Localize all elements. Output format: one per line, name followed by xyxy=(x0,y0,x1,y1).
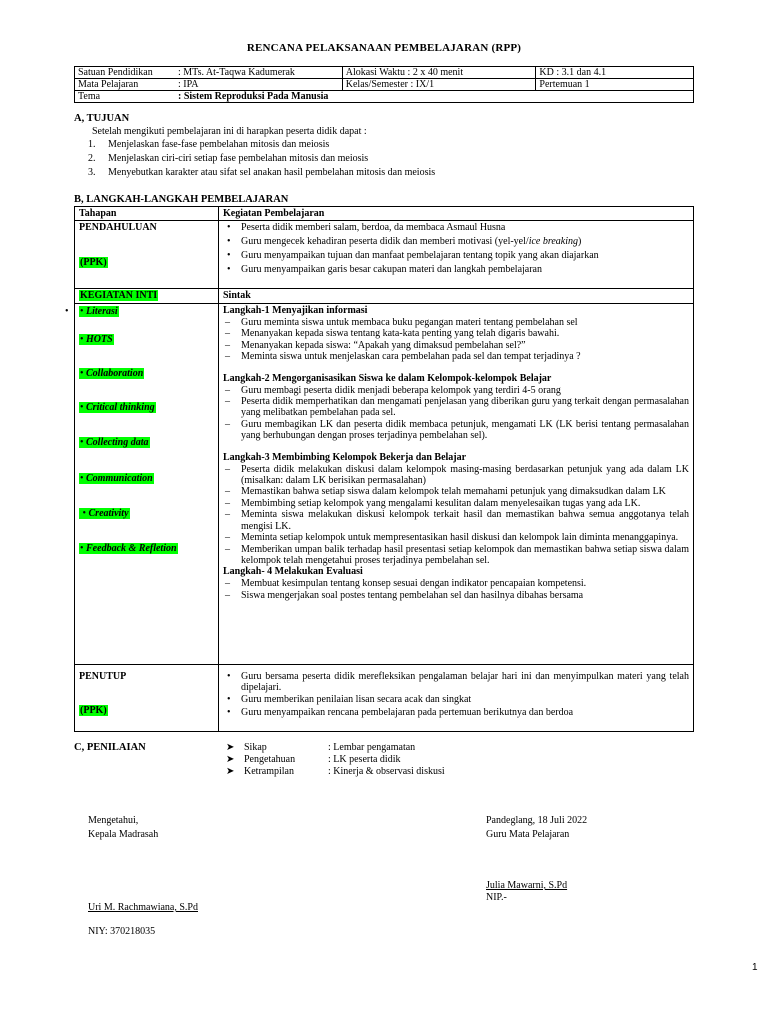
learning-steps-table xyxy=(65,206,694,732)
list-item: • Guru memberikan penilaian lisan secara acak dan singkat xyxy=(223,694,689,706)
penilaian-item: ➤ Sikap : Lembar pengamatan xyxy=(226,742,416,753)
step-3-list xyxy=(223,464,689,567)
pendahuluan-ppk: (PPK) xyxy=(80,257,107,268)
penilaian-item: ➤ Pengetahuan : LK peserta didik xyxy=(226,754,401,765)
kepala-niy: NIY: 370218035 xyxy=(88,926,156,937)
list-item: – Membimbing setiap kelompok yang mengalami kesulitan dalam menyelesaikan tugas yang ada LK. xyxy=(223,498,689,509)
mapel-label: Mata Pelajaran xyxy=(78,79,139,90)
list-item: • Peserta didik memberi salam, berdoa, da membaca Asmaul Husna xyxy=(223,221,689,235)
pendahuluan-row xyxy=(75,221,693,289)
step-1-title: Langkah-1 Menyajikan informasi xyxy=(223,305,368,316)
guru-name: Julia Mawarni, S.Pd xyxy=(486,880,568,891)
list-item: – Siswa mengerjakan soal postes tentang pembelahan sel dan hasilnya dibahas bersama xyxy=(223,590,689,601)
step-3-title: Langkah-3 Membimbing Kelompok Bekerja dan Belajar xyxy=(223,451,467,463)
kelas-cell: Kelas/Semester : IX/1 xyxy=(342,79,536,91)
step-4-list xyxy=(223,578,689,601)
skill-collecting-data: • Collecting data xyxy=(80,437,149,448)
list-item: • Guru menyampaikan tujuan dan manfaat pembelajaran tentang topik yang akan diajarkan xyxy=(223,249,689,263)
list-item: – Memberikan umpan balik terhadap hasil presentasi setiap kelompok dan memastikan bahwa setiap siswa dalam kelompok telah mengetahui proses terjadinya pembelahan sel. xyxy=(223,544,689,567)
list-item: – Peserta didik memperhatikan dan mengamati penjelasan yang diberikan guru yang terkait dengan permasalahan yang melibatkan pembelahan pada sel. xyxy=(223,396,689,419)
table-header-row xyxy=(75,207,693,221)
step-4-title: Langkah- 4 Melakukan Evaluasi xyxy=(223,566,363,578)
penutup-label: PENUTUP xyxy=(79,671,127,682)
list-item: • Guru bersama peserta didik merefleksikan pengalaman belajar hari ini dan menyimpulkan materi yang telah dipelajari. xyxy=(223,671,689,694)
inti-header-row xyxy=(75,289,693,304)
kd-cell: KD : 3.1 dan 4.1 xyxy=(536,67,694,79)
section-b-heading: B, LANGKAH-LANGKAH PEMBELAJARAN xyxy=(74,194,289,205)
section-c-heading: C, PENILAIAN xyxy=(74,742,146,753)
pendahuluan-list xyxy=(223,221,689,277)
guru-label: Guru Mata Pelajaran xyxy=(486,829,570,840)
penilaian-item: ➤ Ketrampilan : Kinerja & observasi diskusi xyxy=(226,766,445,777)
list-item: – Memastikan bahwa setiap siswa dalam kelompok telah memahami petunjuk yang dimaksudkan dalam LK xyxy=(223,486,689,497)
step-2-title: Langkah-2 Mengorganisasikan Siswa ke dalam Kelompok-kelompok Belajar xyxy=(223,372,552,384)
skill-critical-thinking: • Critical thinking xyxy=(80,402,155,413)
col-tahapan-header: Tahapan xyxy=(79,208,117,219)
list-item: – Guru membagikan LK dan peserta didik membaca petunjuk, mengamati LK (LK berisi tentang permasalahan yang berhubungan dengan proses terjadinya pembelahan sel). xyxy=(223,419,689,442)
mapel-cell xyxy=(75,79,343,91)
list-item: • Guru menyampaikan rencana pembelajaran pada pertemuan berikutnya dan berdoa xyxy=(223,706,689,719)
place-date: Pandeglang, 18 Juli 2022 xyxy=(486,815,588,826)
list-item: • Guru menyampaikan garis besar cakupan materi dan langkah pembelajaran xyxy=(223,263,689,277)
list-item: – Menanyakan kepada siswa tentang kata-kata penting yang telah digaris bawahi. xyxy=(223,328,689,339)
pendahuluan-label: PENDAHULUAN xyxy=(79,222,157,233)
kepala-name: Uri M. Rachmawiana, S.Pd xyxy=(88,902,198,913)
document-title: RENCANA PELAKSANAAN PEMBELAJARAN (RPP) xyxy=(246,42,522,54)
mapel-value: : IPA xyxy=(178,79,199,90)
satuan-cell xyxy=(75,67,343,79)
skill-literasi: • • Literasi xyxy=(65,306,118,317)
identity-row-3 xyxy=(75,91,694,103)
tujuan-list xyxy=(88,138,435,180)
identity-row-2 xyxy=(75,79,694,91)
skill-feedback: • Feedback & Refletion xyxy=(80,543,177,554)
goal-item: 3. Menyebutkan karakter atau sifat sel anakan hasil pembelahan mitosis dan meiosis xyxy=(88,167,436,178)
tema-value: : Sistem Reproduksi Pada Manusia xyxy=(178,91,329,102)
skill-creativity: • Creativity xyxy=(80,508,129,519)
inti-body-row xyxy=(65,304,693,665)
pertemuan-cell: Pertemuan 1 xyxy=(536,79,694,91)
goal-item: 2. Menjelaskan ciri-ciri setiap fase pembelahan mitosis dan meiosis xyxy=(88,153,369,164)
list-item: – Guru meminta siswa untuk membaca buku pegangan materi tentang pembelahan sel xyxy=(223,317,689,328)
list-item: – Guru membagi peserta didik menjadi beberapa kelompok yang terdiri 4-5 orang xyxy=(223,385,689,396)
identity-table xyxy=(74,66,694,103)
penutup-ppk: (PPK) xyxy=(80,705,107,716)
guru-nip: NIP.- xyxy=(486,892,507,903)
list-item: • Guru mengecek kehadiran peserta didik dan memberi motivasi (yel-yel/ice breaking) xyxy=(223,235,689,249)
inti-label: KEGIATAN INTI xyxy=(80,290,158,301)
penutup-row xyxy=(75,665,693,731)
section-a-heading: A, TUJUAN xyxy=(74,113,130,124)
list-item: – Menanyakan kepada siswa: “Apakah yang dimaksud pembelahan sel?” xyxy=(223,340,689,351)
goal-item: 1. Menjelaskan fase-fase pembelahan mitosis dan meiosis xyxy=(88,139,330,150)
list-item: – Peserta didik melakukan diskusi dalam kelompok masing-masing berdasarkan petunjuk yang ada dalam LK (misalkan: dalam LK berisikan permasalahan) xyxy=(223,464,689,487)
satuan-label: Satuan Pendidikan xyxy=(78,67,153,78)
step-2-list xyxy=(223,385,689,442)
tema-cell xyxy=(75,91,694,103)
list-item: – Meminta setiap kelompok untuk mempresentasikan hasil diskusi dan kelompok lain diminta menanggapinya. xyxy=(223,532,689,543)
mengetahui-label: Mengetahui, xyxy=(88,815,139,826)
alokasi-cell: Alokasi Waktu : 2 x 40 menit xyxy=(342,67,536,79)
list-item: – Meminta siswa melakukan diskusi kelompok terkait hasil dan memastikan bahwa semua anggotanya telah mengisi LK. xyxy=(223,509,689,532)
tema-label: Tema xyxy=(78,91,101,102)
penilaian-list xyxy=(226,742,445,778)
list-item: – Meminta siswa untuk menjelaskan cara pembelahan pada sel dan tempat terjadinya ? xyxy=(223,351,689,362)
sintak-label: Sintak xyxy=(223,290,251,301)
satuan-value: : MTs. At-Taqwa Kadumerak xyxy=(178,67,295,78)
list-item: – Membuat kesimpulan tentang konsep sesuai dengan indikator pencapaian kompetensi. xyxy=(223,578,689,589)
kepala-label: Kepala Madrasah xyxy=(88,829,159,840)
tujuan-intro: Setelah mengikuti pembelajaran ini di harapkan peserta didik dapat : xyxy=(92,126,367,137)
col-kegiatan-header: Kegiatan Pembelajaran xyxy=(223,208,325,219)
skill-collaboration: • Collaboration xyxy=(80,368,144,379)
identity-row-1 xyxy=(75,67,694,79)
penutup-list xyxy=(223,671,689,719)
step-1-list xyxy=(223,317,689,363)
page-number: 1 xyxy=(752,962,758,973)
skill-communication: • Communication xyxy=(80,473,153,484)
skill-hots: • HOTS xyxy=(80,334,113,345)
